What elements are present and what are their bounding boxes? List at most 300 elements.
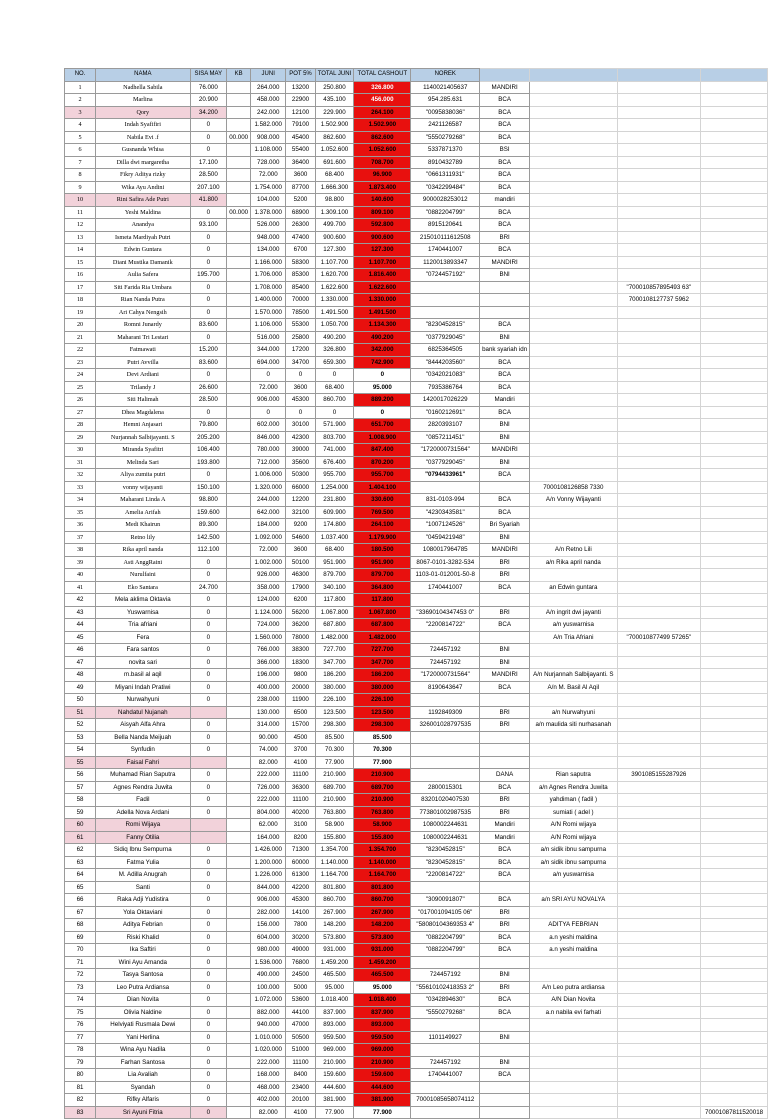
name-cell[interactable]: Nurulfaini	[96, 569, 190, 582]
total-cashout-cell[interactable]: 180.500	[354, 544, 411, 557]
column-header[interactable]: POT 5%	[286, 69, 315, 82]
norek-cell[interactable]: 215010111612508	[411, 231, 480, 244]
total-cashout-cell[interactable]: 809.100	[354, 206, 411, 219]
norek-cell[interactable]	[411, 694, 480, 707]
juni-cell[interactable]: 134.000	[251, 244, 286, 257]
juni-cell[interactable]: 1.006.000	[251, 469, 286, 482]
pot-cell[interactable]: 36200	[286, 619, 315, 632]
row-number-cell[interactable]: 44	[65, 619, 96, 632]
kb-cell[interactable]	[227, 706, 251, 719]
pot-cell[interactable]: 17200	[286, 344, 315, 357]
total-cashout-cell[interactable]: 860.700	[354, 894, 411, 907]
bank-cell[interactable]: BSI	[480, 144, 530, 157]
extra-account-cell[interactable]: "700010877499 57265"	[617, 631, 701, 644]
total-cashout-cell[interactable]: 1.008.900	[354, 431, 411, 444]
norek-cell[interactable]: 2800015301	[411, 781, 480, 794]
extra-account-cell[interactable]	[701, 344, 768, 357]
name-cell[interactable]: Riski Khalid	[96, 931, 190, 944]
pot-cell[interactable]: 3600	[286, 381, 315, 394]
kb-cell[interactable]	[227, 981, 251, 994]
row-number-cell[interactable]: 14	[65, 244, 96, 257]
account-name-cell[interactable]	[530, 356, 617, 369]
pot-cell[interactable]: 34700	[286, 356, 315, 369]
total-juni-cell[interactable]: 298.300	[315, 719, 354, 732]
sisa-may-cell[interactable]: 83.600	[190, 356, 227, 369]
total-juni-cell[interactable]: 676.400	[315, 456, 354, 469]
extra-account-cell[interactable]	[617, 1044, 701, 1057]
account-name-cell[interactable]	[530, 956, 617, 969]
account-name-cell[interactable]	[530, 506, 617, 519]
sisa-may-cell[interactable]: 93.100	[190, 219, 227, 232]
account-name-cell[interactable]	[530, 1019, 617, 1032]
total-cashout-cell[interactable]: 1.459.200	[354, 956, 411, 969]
norek-cell[interactable]: 724457192	[411, 656, 480, 669]
norek-cell[interactable]: 954.285.631	[411, 94, 480, 107]
juni-cell[interactable]: 164.000	[251, 831, 286, 844]
extra-account-cell[interactable]	[617, 506, 701, 519]
account-name-cell[interactable]	[530, 969, 617, 982]
row-number-cell[interactable]: 34	[65, 494, 96, 507]
total-cashout-cell[interactable]: 879.700	[354, 569, 411, 582]
total-cashout-cell[interactable]: 1.107.700	[354, 256, 411, 269]
total-juni-cell[interactable]: 210.900	[315, 769, 354, 782]
norek-cell[interactable]: 5337871370	[411, 144, 480, 157]
account-name-cell[interactable]	[530, 94, 617, 107]
extra-account-cell[interactable]	[617, 256, 701, 269]
bank-cell[interactable]: BCA	[480, 1069, 530, 1082]
extra-account-cell[interactable]	[701, 806, 768, 819]
pot-cell[interactable]: 20000	[286, 681, 315, 694]
norek-cell[interactable]: 1080002244631	[411, 819, 480, 832]
name-cell[interactable]: Indah Syafifiri	[96, 119, 190, 132]
total-juni-cell[interactable]: 127.300	[315, 244, 354, 257]
sisa-may-cell[interactable]: 0	[190, 781, 227, 794]
sisa-may-cell[interactable]: 0	[190, 619, 227, 632]
bank-cell[interactable]	[480, 481, 530, 494]
extra-account-cell[interactable]	[617, 931, 701, 944]
pot-cell[interactable]: 38300	[286, 644, 315, 657]
extra-account-cell[interactable]	[617, 1081, 701, 1094]
total-cashout-cell[interactable]: 381.900	[354, 1094, 411, 1107]
extra-account-cell[interactable]	[617, 169, 701, 182]
juni-cell[interactable]: 222.000	[251, 1056, 286, 1069]
bank-cell[interactable]: BCA	[480, 494, 530, 507]
pot-cell[interactable]: 8400	[286, 1069, 315, 1082]
extra-account-cell[interactable]	[617, 469, 701, 482]
bank-cell[interactable]: Mandiri	[480, 394, 530, 407]
kb-cell[interactable]	[227, 1056, 251, 1069]
extra-account-cell[interactable]	[701, 294, 768, 307]
extra-account-cell[interactable]	[617, 306, 701, 319]
kb-cell[interactable]: 00.000	[227, 206, 251, 219]
kb-cell[interactable]	[227, 369, 251, 382]
sisa-may-cell[interactable]: 0	[190, 206, 227, 219]
column-header[interactable]: SISA MAY	[190, 69, 227, 82]
total-cashout-cell[interactable]: 0	[354, 406, 411, 419]
juni-cell[interactable]: 222.000	[251, 769, 286, 782]
total-cashout-cell[interactable]: 1.067.800	[354, 606, 411, 619]
account-name-cell[interactable]	[530, 1081, 617, 1094]
extra-account-cell[interactable]	[701, 481, 768, 494]
pot-cell[interactable]: 60000	[286, 856, 315, 869]
total-juni-cell[interactable]: 687.800	[315, 619, 354, 632]
extra-account-cell[interactable]	[617, 744, 701, 757]
kb-cell[interactable]	[227, 231, 251, 244]
row-number-cell[interactable]: 71	[65, 956, 96, 969]
total-juni-cell[interactable]: 267.900	[315, 906, 354, 919]
bank-cell[interactable]: BCA	[480, 944, 530, 957]
extra-account-cell[interactable]	[617, 144, 701, 157]
kb-cell[interactable]	[227, 469, 251, 482]
sisa-may-cell[interactable]: 0	[190, 894, 227, 907]
extra-account-cell[interactable]	[701, 394, 768, 407]
row-number-cell[interactable]: 39	[65, 556, 96, 569]
total-cashout-cell[interactable]: 123.500	[354, 706, 411, 719]
juni-cell[interactable]: 1.378.000	[251, 206, 286, 219]
extra-account-cell[interactable]	[617, 219, 701, 232]
norek-cell[interactable]: 724457192	[411, 1056, 480, 1069]
total-juni-cell[interactable]: 1.254.000	[315, 481, 354, 494]
pot-cell[interactable]: 46300	[286, 569, 315, 582]
sisa-may-cell[interactable]: 0	[190, 294, 227, 307]
column-header[interactable]: TOTAL JUNI	[315, 69, 354, 82]
account-name-cell[interactable]: a/n SRI AYU NOVALYA	[530, 894, 617, 907]
extra-account-cell[interactable]	[701, 169, 768, 182]
extra-account-cell[interactable]	[701, 706, 768, 719]
norek-cell[interactable]: 1101149927	[411, 1031, 480, 1044]
total-juni-cell[interactable]: 1.050.700	[315, 319, 354, 332]
kb-cell[interactable]	[227, 731, 251, 744]
extra-account-cell[interactable]	[617, 231, 701, 244]
extra-account-cell[interactable]	[701, 944, 768, 957]
extra-account-cell[interactable]: "700010857895493 63"	[617, 281, 701, 294]
juni-cell[interactable]: 358.000	[251, 581, 286, 594]
bank-cell[interactable]: BCA	[480, 106, 530, 119]
juni-cell[interactable]: 1.582.000	[251, 119, 286, 132]
sisa-may-cell[interactable]: 0	[190, 681, 227, 694]
extra-account-cell[interactable]	[701, 556, 768, 569]
account-name-cell[interactable]	[530, 381, 617, 394]
bank-cell[interactable]: BCA	[480, 469, 530, 482]
juni-cell[interactable]: 1.106.000	[251, 319, 286, 332]
total-cashout-cell[interactable]: 456.000	[354, 94, 411, 107]
account-name-cell[interactable]	[530, 519, 617, 532]
kb-cell[interactable]	[227, 881, 251, 894]
extra-account-cell[interactable]	[701, 919, 768, 932]
bank-cell[interactable]: BRI	[480, 569, 530, 582]
juni-cell[interactable]: 184.000	[251, 519, 286, 532]
extra-account-cell[interactable]	[617, 206, 701, 219]
row-number-cell[interactable]: 65	[65, 881, 96, 894]
pot-cell[interactable]: 17900	[286, 581, 315, 594]
row-number-cell[interactable]: 53	[65, 731, 96, 744]
row-number-cell[interactable]: 42	[65, 594, 96, 607]
name-cell[interactable]: Aisyah Alfa Ahra	[96, 719, 190, 732]
total-cashout-cell[interactable]: 1.018.400	[354, 994, 411, 1007]
extra-account-cell[interactable]	[617, 456, 701, 469]
norek-cell[interactable]	[411, 481, 480, 494]
pot-cell[interactable]: 3100	[286, 819, 315, 832]
total-juni-cell[interactable]: 763.800	[315, 806, 354, 819]
norek-cell[interactable]: "8230452815"	[411, 844, 480, 857]
total-cashout-cell[interactable]: 326.800	[354, 81, 411, 94]
account-name-cell[interactable]	[530, 106, 617, 119]
total-juni-cell[interactable]: 95.000	[315, 981, 354, 994]
account-name-cell[interactable]: A/N Romi wijaya	[530, 819, 617, 832]
total-cashout-cell[interactable]: 380.000	[354, 681, 411, 694]
extra-account-cell[interactable]	[617, 81, 701, 94]
bank-cell[interactable]	[480, 594, 530, 607]
bank-cell[interactable]: BCA	[480, 219, 530, 232]
name-cell[interactable]: Nahdatul Nujanah	[96, 706, 190, 719]
row-number-cell[interactable]: 64	[65, 869, 96, 882]
total-juni-cell[interactable]: 1.666.300	[315, 181, 354, 194]
pot-cell[interactable]: 35600	[286, 456, 315, 469]
account-name-cell[interactable]	[530, 231, 617, 244]
row-number-cell[interactable]: 68	[65, 919, 96, 932]
name-cell[interactable]: Dian Novita	[96, 994, 190, 1007]
total-cashout-cell[interactable]: 210.900	[354, 794, 411, 807]
norek-cell[interactable]: "1007124526"	[411, 519, 480, 532]
name-cell[interactable]: Syandah	[96, 1081, 190, 1094]
extra-account-cell[interactable]	[701, 456, 768, 469]
row-number-cell[interactable]: 82	[65, 1094, 96, 1107]
sisa-may-cell[interactable]	[190, 819, 227, 832]
extra-account-cell[interactable]	[617, 1006, 701, 1019]
sisa-may-cell[interactable]: 0	[190, 1069, 227, 1082]
total-cashout-cell[interactable]: 837.900	[354, 1006, 411, 1019]
norek-cell[interactable]: "5550279268"	[411, 131, 480, 144]
bank-cell[interactable]: BNI	[480, 531, 530, 544]
row-number-cell[interactable]: 83	[65, 1106, 96, 1119]
name-cell[interactable]: Rika april nanda	[96, 544, 190, 557]
extra-account-cell[interactable]	[701, 606, 768, 619]
total-juni-cell[interactable]: 1.107.700	[315, 256, 354, 269]
name-cell[interactable]: Yuswarnisa	[96, 606, 190, 619]
name-cell[interactable]: Tria afriani	[96, 619, 190, 632]
extra-account-cell[interactable]	[701, 1069, 768, 1082]
juni-cell[interactable]: 642.000	[251, 506, 286, 519]
account-name-cell[interactable]	[530, 81, 617, 94]
extra-account-cell[interactable]	[701, 844, 768, 857]
kb-cell[interactable]	[227, 406, 251, 419]
extra-account-cell[interactable]	[617, 331, 701, 344]
account-name-cell[interactable]	[530, 644, 617, 657]
extra-account-cell[interactable]	[617, 119, 701, 132]
total-cashout-cell[interactable]: 127.300	[354, 244, 411, 257]
name-cell[interactable]: Mela aklima Oktavia	[96, 594, 190, 607]
name-cell[interactable]: Retno lily	[96, 531, 190, 544]
total-cashout-cell[interactable]: 148.200	[354, 919, 411, 932]
column-header[interactable]: JUNI	[251, 69, 286, 82]
name-cell[interactable]: Fikry Aditya rizky	[96, 169, 190, 182]
kb-cell[interactable]	[227, 531, 251, 544]
account-name-cell[interactable]	[530, 694, 617, 707]
account-name-cell[interactable]: a/n sidik ibnu sampurna	[530, 844, 617, 857]
account-name-cell[interactable]	[530, 531, 617, 544]
juni-cell[interactable]: 908.000	[251, 131, 286, 144]
extra-account-cell[interactable]	[617, 606, 701, 619]
kb-cell[interactable]	[227, 294, 251, 307]
total-cashout-cell[interactable]: 186.200	[354, 669, 411, 682]
name-cell[interactable]: Ismeta Mardiyah Putri	[96, 231, 190, 244]
sisa-may-cell[interactable]: 207.100	[190, 181, 227, 194]
row-number-cell[interactable]: 8	[65, 169, 96, 182]
sisa-may-cell[interactable]: 0	[190, 794, 227, 807]
bank-cell[interactable]: BCA	[480, 681, 530, 694]
norek-cell[interactable]: 724457192	[411, 969, 480, 982]
sisa-may-cell[interactable]: 28.500	[190, 394, 227, 407]
total-cashout-cell[interactable]: 117.800	[354, 594, 411, 607]
empty-cell[interactable]	[701, 69, 768, 82]
extra-account-cell[interactable]	[701, 1006, 768, 1019]
total-juni-cell[interactable]: 380.000	[315, 681, 354, 694]
norek-cell[interactable]: "2200814722"	[411, 869, 480, 882]
kb-cell[interactable]	[227, 856, 251, 869]
sisa-may-cell[interactable]: 106.400	[190, 444, 227, 457]
total-juni-cell[interactable]: 741.000	[315, 444, 354, 457]
extra-account-cell[interactable]	[617, 681, 701, 694]
row-number-cell[interactable]: 75	[65, 1006, 96, 1019]
juni-cell[interactable]: 906.000	[251, 894, 286, 907]
extra-account-cell[interactable]	[617, 444, 701, 457]
norek-cell[interactable]: 8067-0101-3282-534	[411, 556, 480, 569]
juni-cell[interactable]: 906.000	[251, 394, 286, 407]
extra-account-cell[interactable]	[617, 1019, 701, 1032]
empty-cell[interactable]	[617, 69, 701, 82]
name-cell[interactable]: Romni Junardy	[96, 319, 190, 332]
kb-cell[interactable]	[227, 394, 251, 407]
kb-cell[interactable]	[227, 919, 251, 932]
extra-account-cell[interactable]	[617, 94, 701, 107]
name-cell[interactable]: Yani Herlina	[96, 1031, 190, 1044]
extra-account-cell[interactable]	[701, 144, 768, 157]
total-juni-cell[interactable]: 155.800	[315, 831, 354, 844]
name-cell[interactable]: Trilandy J	[96, 381, 190, 394]
sisa-may-cell[interactable]: 195.700	[190, 269, 227, 282]
total-cashout-cell[interactable]: 342.000	[354, 344, 411, 357]
norek-cell[interactable]: "0857211451"	[411, 431, 480, 444]
total-juni-cell[interactable]: 1.037.400	[315, 531, 354, 544]
norek-cell[interactable]: "0377929045"	[411, 331, 480, 344]
extra-account-cell[interactable]	[701, 81, 768, 94]
juni-cell[interactable]: 882.000	[251, 1006, 286, 1019]
extra-account-cell[interactable]	[617, 1069, 701, 1082]
total-cashout-cell[interactable]: 210.900	[354, 769, 411, 782]
bank-cell[interactable]: BNI	[480, 431, 530, 444]
total-cashout-cell[interactable]: 77.900	[354, 1106, 411, 1119]
total-cashout-cell[interactable]: 969.000	[354, 1044, 411, 1057]
name-cell[interactable]: Edwin Guntara	[96, 244, 190, 257]
account-name-cell[interactable]: a/n maulida siti nurhasanah	[530, 719, 617, 732]
total-juni-cell[interactable]: 1.067.800	[315, 606, 354, 619]
bank-cell[interactable]: BRI	[480, 606, 530, 619]
total-cashout-cell[interactable]: 742.900	[354, 356, 411, 369]
bank-cell[interactable]: bank syariah idn	[480, 344, 530, 357]
norek-cell[interactable]: "0342299484"	[411, 181, 480, 194]
juni-cell[interactable]: 168.000	[251, 1069, 286, 1082]
row-number-cell[interactable]: 28	[65, 419, 96, 432]
sisa-may-cell[interactable]: 17.100	[190, 156, 227, 169]
total-cashout-cell[interactable]: 264.100	[354, 519, 411, 532]
kb-cell[interactable]	[227, 1044, 251, 1057]
extra-account-cell[interactable]	[701, 119, 768, 132]
pot-cell[interactable]: 5200	[286, 194, 315, 207]
bank-cell[interactable]: BRI	[480, 556, 530, 569]
name-cell[interactable]: Devi Ardiani	[96, 369, 190, 382]
empty-cell[interactable]	[480, 69, 530, 82]
bank-cell[interactable]	[480, 1106, 530, 1119]
extra-account-cell[interactable]	[617, 356, 701, 369]
row-number-cell[interactable]: 6	[65, 144, 96, 157]
kb-cell[interactable]	[227, 256, 251, 269]
norek-cell[interactable]: 724457192	[411, 644, 480, 657]
total-cashout-cell[interactable]: 951.900	[354, 556, 411, 569]
extra-account-cell[interactable]	[701, 1081, 768, 1094]
total-juni-cell[interactable]: 210.900	[315, 1056, 354, 1069]
juni-cell[interactable]: 1.200.000	[251, 856, 286, 869]
pot-cell[interactable]: 11100	[286, 769, 315, 782]
total-juni-cell[interactable]: 1.140.000	[315, 856, 354, 869]
row-number-cell[interactable]: 41	[65, 581, 96, 594]
total-juni-cell[interactable]: 117.800	[315, 594, 354, 607]
kb-cell[interactable]	[227, 944, 251, 957]
total-cashout-cell[interactable]: 889.200	[354, 394, 411, 407]
extra-account-cell[interactable]	[701, 794, 768, 807]
norek-cell[interactable]: 9000028253012	[411, 194, 480, 207]
account-name-cell[interactable]	[530, 256, 617, 269]
row-number-cell[interactable]: 43	[65, 606, 96, 619]
name-cell[interactable]: Olivia Naldine	[96, 1006, 190, 1019]
row-number-cell[interactable]: 70	[65, 944, 96, 957]
total-juni-cell[interactable]: 801.800	[315, 881, 354, 894]
total-cashout-cell[interactable]: 893.000	[354, 1019, 411, 1032]
extra-account-cell[interactable]	[701, 131, 768, 144]
extra-account-cell[interactable]	[701, 469, 768, 482]
extra-account-cell[interactable]	[701, 1094, 768, 1107]
account-name-cell[interactable]	[530, 1106, 617, 1119]
total-cashout-cell[interactable]: 1.502.900	[354, 119, 411, 132]
bank-cell[interactable]: BCA	[480, 406, 530, 419]
pot-cell[interactable]: 6700	[286, 244, 315, 257]
norek-cell[interactable]: 2820393107	[411, 419, 480, 432]
sisa-may-cell[interactable]: 0	[190, 744, 227, 757]
extra-account-cell[interactable]	[617, 969, 701, 982]
extra-account-cell[interactable]	[617, 594, 701, 607]
juni-cell[interactable]: 604.000	[251, 931, 286, 944]
account-name-cell[interactable]	[530, 144, 617, 157]
row-number-cell[interactable]: 51	[65, 706, 96, 719]
juni-cell[interactable]: 1.226.000	[251, 869, 286, 882]
extra-account-cell[interactable]	[701, 331, 768, 344]
norek-cell[interactable]: 7935386764	[411, 381, 480, 394]
total-juni-cell[interactable]: 499.700	[315, 219, 354, 232]
extra-account-cell[interactable]	[701, 256, 768, 269]
total-cashout-cell[interactable]: 1.140.000	[354, 856, 411, 869]
sisa-may-cell[interactable]: 83.600	[190, 319, 227, 332]
bank-cell[interactable]: BCA	[480, 206, 530, 219]
account-name-cell[interactable]	[530, 331, 617, 344]
pot-cell[interactable]: 87700	[286, 181, 315, 194]
kb-cell[interactable]	[227, 119, 251, 132]
norek-cell[interactable]	[411, 731, 480, 744]
pot-cell[interactable]: 4100	[286, 756, 315, 769]
sisa-may-cell[interactable]	[190, 831, 227, 844]
pot-cell[interactable]: 58300	[286, 256, 315, 269]
name-cell[interactable]: m.basil al aqil	[96, 669, 190, 682]
pot-cell[interactable]: 42200	[286, 881, 315, 894]
name-cell[interactable]: Rifky Alfaris	[96, 1094, 190, 1107]
